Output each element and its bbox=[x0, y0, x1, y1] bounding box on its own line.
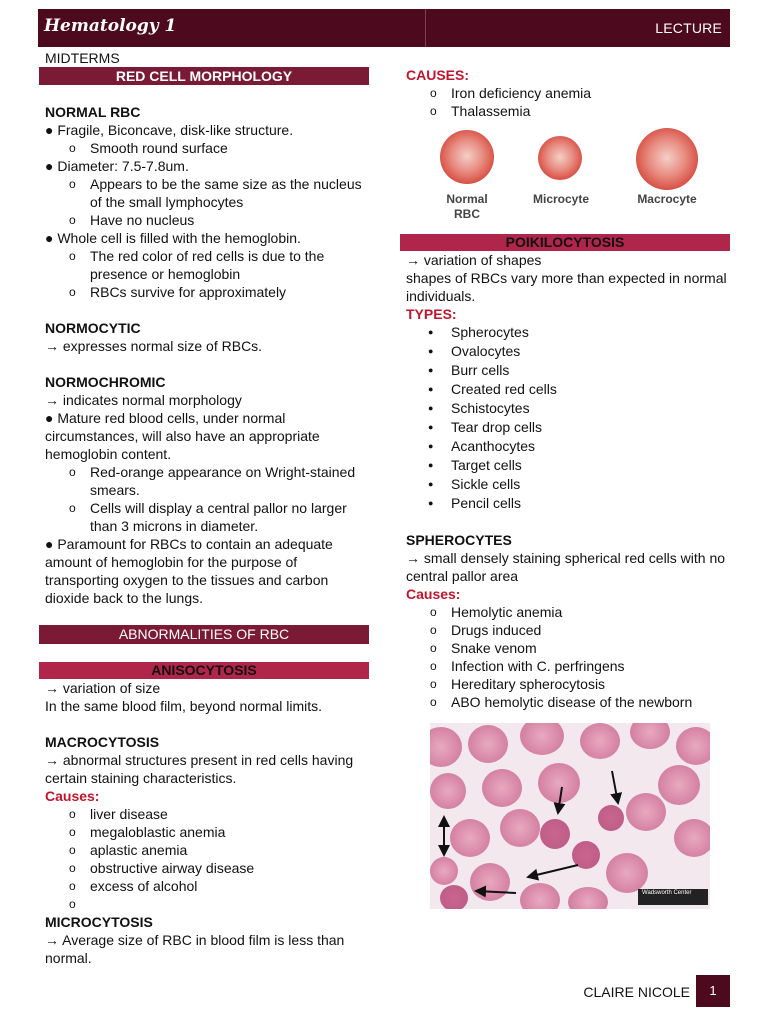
right-column bbox=[406, 66, 736, 909]
spherocytes-causes-label: Causes: bbox=[406, 586, 461, 602]
anisocytosis-text: → variation of size bbox=[45, 680, 161, 696]
list-item: o Appears to be the same size as the nucleus of the small lymphocytes bbox=[45, 175, 370, 211]
poikilocytosis-text: shapes of RBCs vary more than expected in normal individuals. bbox=[406, 270, 727, 304]
rbc-size-figure bbox=[434, 128, 724, 228]
list-item: o Smooth round surface bbox=[45, 139, 370, 157]
header-label: LECTURE bbox=[655, 20, 722, 36]
normocytic-heading: NORMOCYTIC bbox=[45, 320, 141, 336]
list-item: ● Created red cells bbox=[406, 380, 736, 399]
normal-rbc-line: ● Diameter: 7.5-7.8um. bbox=[45, 158, 189, 174]
section-title-poikilocytosis: POIKILOCYTOSIS bbox=[400, 234, 730, 251]
list-item bbox=[45, 895, 370, 913]
normal-rbc-sublist bbox=[45, 139, 370, 157]
normal-rbc-line: ● Whole cell is filled with the hemoglobin. bbox=[45, 230, 301, 246]
list-item: o Have no nucleus bbox=[45, 211, 370, 229]
spherocytes-text: → small densely staining spherical red cells with no central pallor area bbox=[406, 550, 726, 584]
spherocytes-causes-list bbox=[406, 603, 736, 711]
list-item: o Hereditary spherocytosis bbox=[406, 675, 736, 693]
list-item: ● Spherocytes bbox=[406, 323, 736, 342]
blood-smear-image bbox=[430, 723, 710, 909]
normochromic-text: ● Mature red blood cells, under normal circumstances, will also have an appropriate hemoglobin content. bbox=[45, 410, 320, 462]
list-item: o Thalassemia bbox=[406, 102, 736, 120]
page-number: 1 bbox=[696, 975, 730, 1007]
list-item: o megaloblastic anemia bbox=[45, 823, 370, 841]
normal-rbc-sublist bbox=[45, 247, 370, 301]
arrow bbox=[476, 891, 516, 893]
list-item: o excess of alcohol bbox=[45, 877, 370, 895]
list-item: o Cells will display a central pallor no larger than 3 microns in diameter. bbox=[45, 499, 370, 535]
figure-label-microcyte: Microcyte bbox=[532, 192, 590, 206]
normochromic-text: → indicates normal morphology bbox=[45, 392, 242, 408]
normal-rbc-image bbox=[440, 130, 494, 184]
anisocytosis-text: In the same blood film, beyond normal limits. bbox=[45, 698, 323, 714]
macrocytosis-heading: MACROCYTOSIS bbox=[45, 734, 160, 750]
normochromic-heading: NORMOCHROMIC bbox=[45, 374, 166, 390]
macrocytosis-text: → abnormal structures present in red cells having certain staining characteristics. bbox=[45, 752, 354, 786]
arrows-overlay bbox=[430, 723, 710, 909]
list-item: ● Acanthocytes bbox=[406, 437, 736, 456]
microcytosis-heading: MICROCYTOSIS bbox=[45, 914, 153, 930]
left-column bbox=[45, 49, 370, 967]
list-item: ● Ovalocytes bbox=[406, 342, 736, 361]
image-watermark: Wadsworth Center bbox=[638, 889, 708, 905]
causes-label: CAUSES: bbox=[406, 67, 470, 83]
microcytosis-text: → Average size of RBC in blood film is less than normal. bbox=[45, 932, 345, 966]
list-item: ● Sickle cells bbox=[406, 475, 736, 494]
arrow bbox=[558, 787, 562, 813]
normocytic-text: → expresses normal size of RBCs. bbox=[45, 338, 263, 354]
list-item: o The red color of red cells is due to the presence or hemoglobin bbox=[45, 247, 370, 283]
list-item: o Hemolytic anemia bbox=[406, 603, 736, 621]
list-item: o obstructive airway disease bbox=[45, 859, 370, 877]
section-title-anisocytosis: ANISOCYTOSIS bbox=[39, 662, 369, 679]
macrocyte-image bbox=[636, 128, 698, 190]
list-item: o ABO hemolytic disease of the newborn bbox=[406, 693, 736, 711]
document-title: Hematology 1 bbox=[44, 16, 177, 36]
section-title-abnormalities: ABNORMALITIES OF RBC bbox=[39, 625, 369, 644]
microcytosis-causes-list bbox=[406, 84, 736, 120]
section-title-red-cell-morphology: RED CELL MORPHOLOGY bbox=[39, 67, 369, 85]
list-item: o Snake venom bbox=[406, 639, 736, 657]
list-item: ● Pencil cells bbox=[406, 494, 736, 513]
list-item: o Infection with C. perfringens bbox=[406, 657, 736, 675]
normal-rbc-sublist bbox=[45, 175, 370, 229]
spherocytes-heading: SPHEROCYTES bbox=[406, 532, 512, 548]
list-item: o Drugs induced bbox=[406, 621, 736, 639]
poikilocytosis-text: → variation of shapes bbox=[406, 252, 542, 268]
author-name: CLAIRE NICOLE bbox=[583, 984, 690, 1000]
types-label: TYPES: bbox=[406, 306, 457, 322]
list-item: ● Schistocytes bbox=[406, 399, 736, 418]
arrow bbox=[612, 771, 618, 803]
list-item: o RBCs survive for approximately bbox=[45, 283, 370, 301]
microcyte-image bbox=[538, 136, 582, 180]
list-item: o Iron deficiency anemia bbox=[406, 84, 736, 102]
normal-rbc-heading: NORMAL RBC bbox=[45, 104, 141, 120]
poikilocyte-types-list bbox=[406, 323, 736, 513]
normochromic-sublist bbox=[45, 463, 370, 535]
macrocytosis-causes-list bbox=[45, 805, 370, 913]
macrocytosis-causes-label: Causes: bbox=[45, 788, 100, 804]
arrow bbox=[528, 865, 578, 877]
list-item: ● Target cells bbox=[406, 456, 736, 475]
midterms-label: MIDTERMS bbox=[45, 50, 120, 66]
normochromic-text: ● Paramount for RBCs to contain an adequate amount of hemoglobin for the purpose of transporting oxygen to the tissues and carbon dioxide back to the lungs. bbox=[45, 536, 333, 606]
figure-label-normal: Normal RBC bbox=[446, 192, 488, 221]
header-divider bbox=[425, 9, 426, 47]
page-header bbox=[38, 9, 730, 47]
list-item: o Red-orange appearance on Wright-stained smears. bbox=[45, 463, 370, 499]
list-item: o aplastic anemia bbox=[45, 841, 370, 859]
list-item: o liver disease bbox=[45, 805, 370, 823]
normal-rbc-line: ● Fragile, Biconcave, disk-like structure. bbox=[45, 122, 294, 138]
list-item: ● Burr cells bbox=[406, 361, 736, 380]
figure-label-macrocyte: Macrocyte bbox=[637, 192, 697, 206]
list-item: ● Tear drop cells bbox=[406, 418, 736, 437]
